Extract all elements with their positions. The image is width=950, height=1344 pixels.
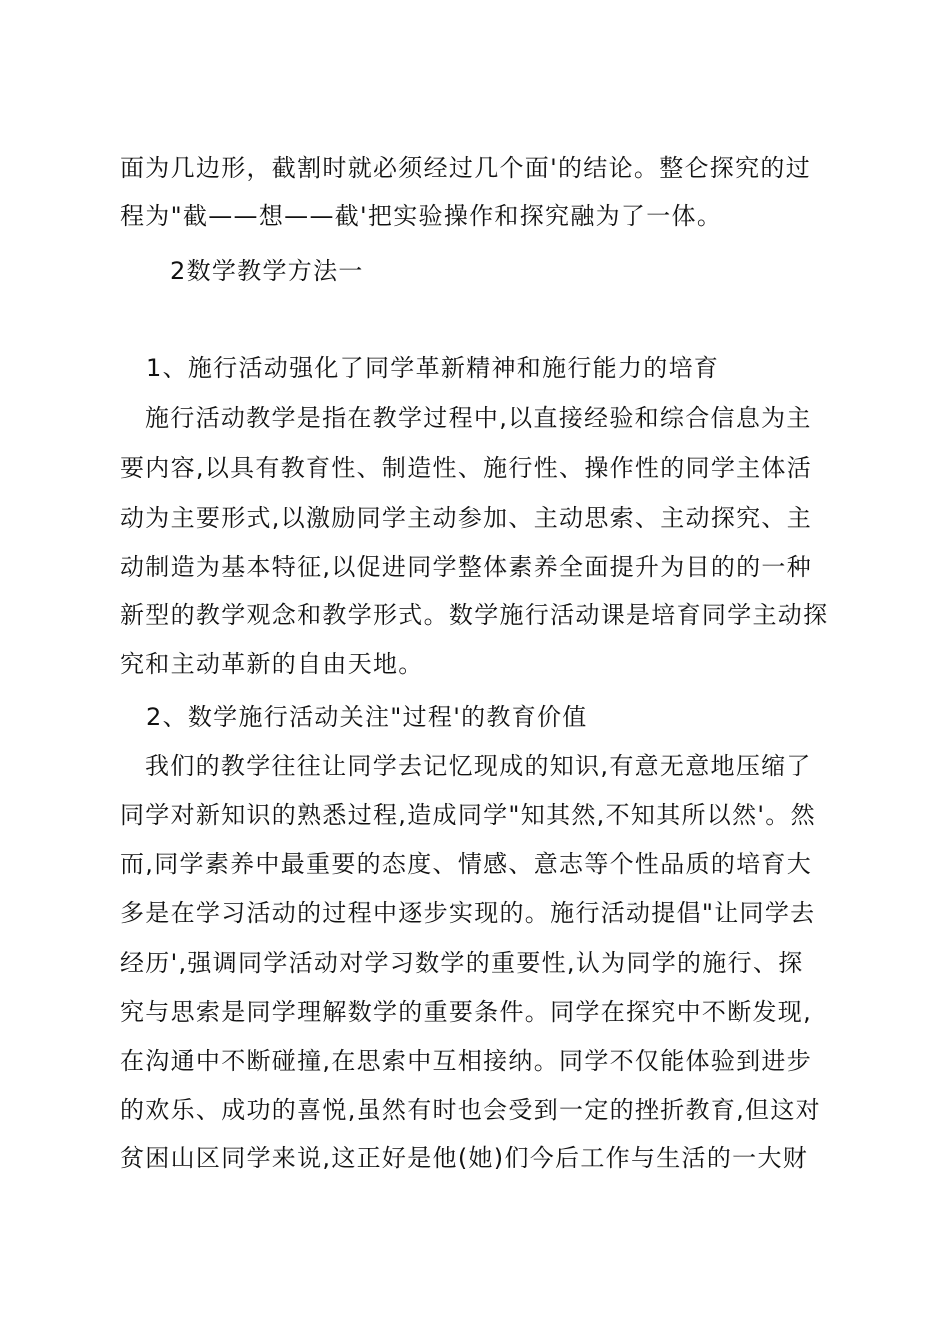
para-2-line-4: 多是在学习活动的过程中逐步实现的。施行活动提倡"让同学去 <box>120 899 816 927</box>
para-1-line-5: 新型的教学观念和教学形式。数学施行活动课是培育同学主动探 <box>120 601 829 629</box>
para-2-line-2: 同学对新知识的熟悉过程,造成同学"知其然,不知其所以然'。然 <box>120 801 816 829</box>
para-2-line-7: 在沟通中不断碰撞,在思索中互相接纳。同学不仅能体验到进步 <box>120 1047 813 1075</box>
para-1-line-4: 动制造为基本特征,以促进同学整体素养全面提升为目的的一种 <box>120 553 813 581</box>
para-1-line-1: 施行活动教学是指在教学过程中,以直接经验和综合信息为主 <box>145 404 812 432</box>
para-2-line-3: 而,同学素养中最重要的态度、情感、意志等个性品质的培育大 <box>120 850 813 878</box>
para-2-line-1: 我们的教学往往让同学去记忆现成的知识,有意无意地压缩了 <box>145 752 812 780</box>
heading-2: 2、数学施行活动关注"过程'的教育价值 <box>146 703 588 731</box>
para-1-line-3: 动为主要形式,以激励同学主动参加、主动思索、主动探究、主 <box>120 504 813 532</box>
para-2-line-9: 贫困山区同学来说,这正好是他(她)们今后工作与生活的一大财 <box>120 1144 809 1172</box>
heading-1: 1、施行活动强化了同学革新精神和施行能力的培育 <box>146 354 720 382</box>
intro-line-2: 程为"截——想——截'把实验操作和探究融为了一体。 <box>120 202 723 230</box>
para-1-line-6: 究和主动革新的自由天地。 <box>120 650 424 678</box>
para-2-line-6: 究与思索是同学理解数学的重要条件。同学在探究中不断发现, <box>120 998 813 1026</box>
section-title: 2数学教学方法一 <box>170 257 364 285</box>
para-2-line-5: 经历',强调同学活动对学习数学的重要性,认为同学的施行、探 <box>120 949 804 977</box>
para-2-line-8: 的欢乐、成功的喜悦,虽然有时也会受到一定的挫折教育,但这对 <box>120 1096 821 1124</box>
intro-line-1: 面为几边形，截割时就必须经过几个面'的结论。整仑探究的过 <box>120 154 811 182</box>
para-1-line-2: 要内容,以具有教育性、制造性、施行性、操作性的同学主体活 <box>120 454 813 482</box>
